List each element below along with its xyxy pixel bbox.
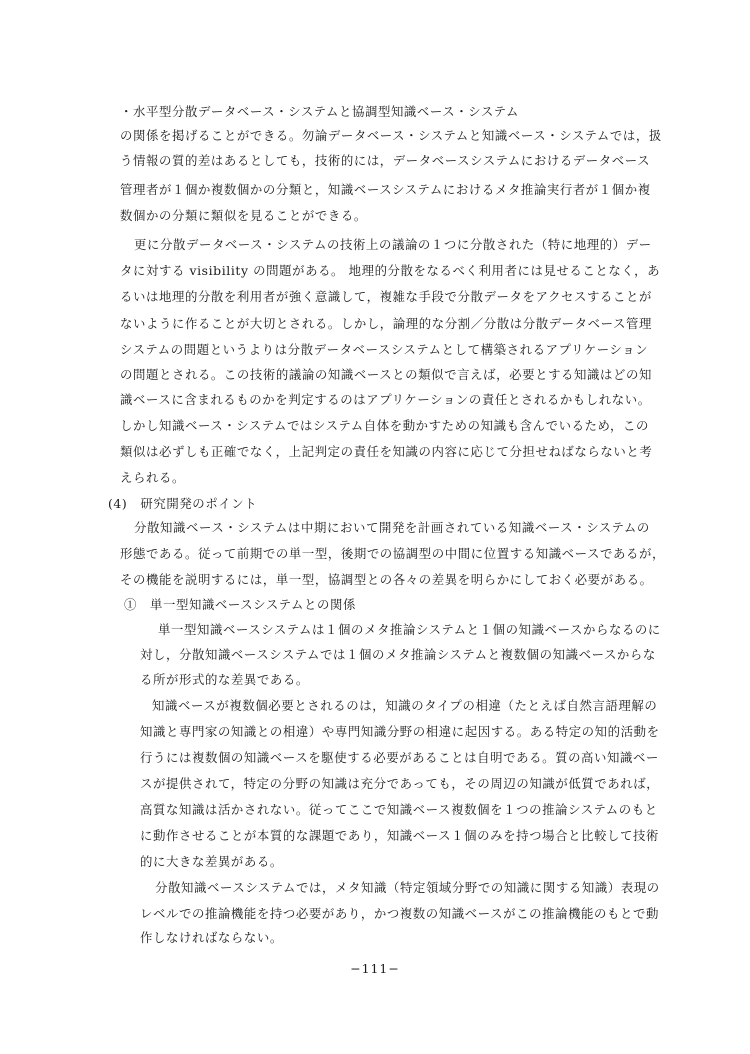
text-line: タに対する visibility の問題がある。 地理的分散をなるべく利用者には見せることなく，あ: [120, 263, 661, 278]
text-line: システムの問題というよりは分散データベースシステムとして構築されるアプリケーション: [120, 342, 649, 357]
section-heading: (4) 研究開発のポイント: [108, 496, 258, 511]
text-line: る所が形式的な差異である。: [140, 672, 309, 687]
text-line: レベルでの推論機能を持つ必要があり，かつ複数の知識ベースがこの推論機能のもとで動: [140, 906, 660, 921]
text-line: スが提供されて，特定の分野の知識は充分であっても，その周辺の知識が低質であれば，: [140, 776, 660, 791]
text-line: に動作させることが本質的な課題であり，知識ベース１個のみを持つ場合と比較して技術: [140, 828, 660, 843]
page-number: −111−: [350, 961, 400, 976]
text-line: 知識と専門家の知識との相違）や専門知識分野の相違に起因する。ある特定の知的活動を: [140, 724, 660, 739]
text-line: るいは地理的分散を利用者が強く意識して，複雑な手段で分散データをアクセスすることが: [120, 289, 652, 304]
text-line: う情報の質的差はあるとしても，技術的には，データベースシステムにおけるデータベース: [120, 153, 651, 168]
text-line: えられる。: [120, 470, 185, 485]
subsection-heading: ① 単一型知識ベースシステムとの関係: [124, 597, 356, 612]
text-line: その機能を説明するには，単一型，協調型との各々の差異を明らかにしておく必要がある。: [120, 572, 653, 587]
text-line: 高質な知識は活かされない。従ってここで知識ベース複数個を１つの推論システムのもと: [140, 802, 658, 817]
text-line: 識ベースに含まれるものかを判定するのはアプリケーションの責任とされるかもしれない。: [120, 392, 651, 407]
text-line: 単一型知識ベースシステムは１個のメタ推論システムと１個の知識ベースからなるのに: [158, 622, 661, 637]
text-line: 類似は必ずしも正確でなく，上記判定の責任を知識の内容に応じて分担せねばならないと考: [120, 444, 653, 459]
text-line: 分散知識ベース・システムは中期において開発を計画されている知識ベース・システムの: [134, 520, 650, 535]
text-line: 管理者が１個か複数個かの分類と，知識ベースシステムにおけるメタ推論実行者が１個か複: [120, 182, 651, 197]
text-line: 行うには複数個の知識ベースを駆使する必要があることは自明である。質の高い知識ベー: [140, 750, 660, 765]
text-line: ないように作ることが大切とされる。しかし，論理的な分割／分散は分散データベース管理: [120, 316, 652, 331]
text-line: の問題とされる。この技術的議論の知識ベースとの類似で言えば，必要とする知識はどの知: [120, 367, 652, 382]
text-line: しかし知識ベース・システムではシステム自体を動かすための知識も含んでいるため，この: [120, 418, 650, 433]
text-line: 的に大きな差異がある。: [140, 854, 283, 869]
text-line: 更に分散データベース・システムの技術上の議論の１つに分散された（特に地理的）デー: [134, 237, 652, 252]
text-line: ・水平型分散データベース・システムと協調型知識ベース・システム: [120, 104, 519, 119]
text-line: 形態である。従って前期での単一型，後期での協調型の中間に位置する知識ベースであるが，: [120, 546, 665, 561]
text-line: 分散知識ベースシステムでは，メタ知識（特定領域分野での知識に関する知識）表現の: [155, 880, 660, 895]
text-line: 知識ベースが複数個必要とされるのは，知識のタイプの相違（たとえば自然言語理解の: [152, 698, 658, 713]
text-line: 数個かの分類に類似を見ることができる。: [120, 208, 367, 223]
text-line: 作しなければならない。: [140, 930, 283, 945]
text-line: 対し，分散知識ベースシステムでは１個のメタ推論システムと複数個の知識ベースからな: [140, 647, 656, 662]
text-line: の関係を掲げることができる。勿論データベース・システムと知識ベース・システムでは，扱: [120, 128, 662, 143]
